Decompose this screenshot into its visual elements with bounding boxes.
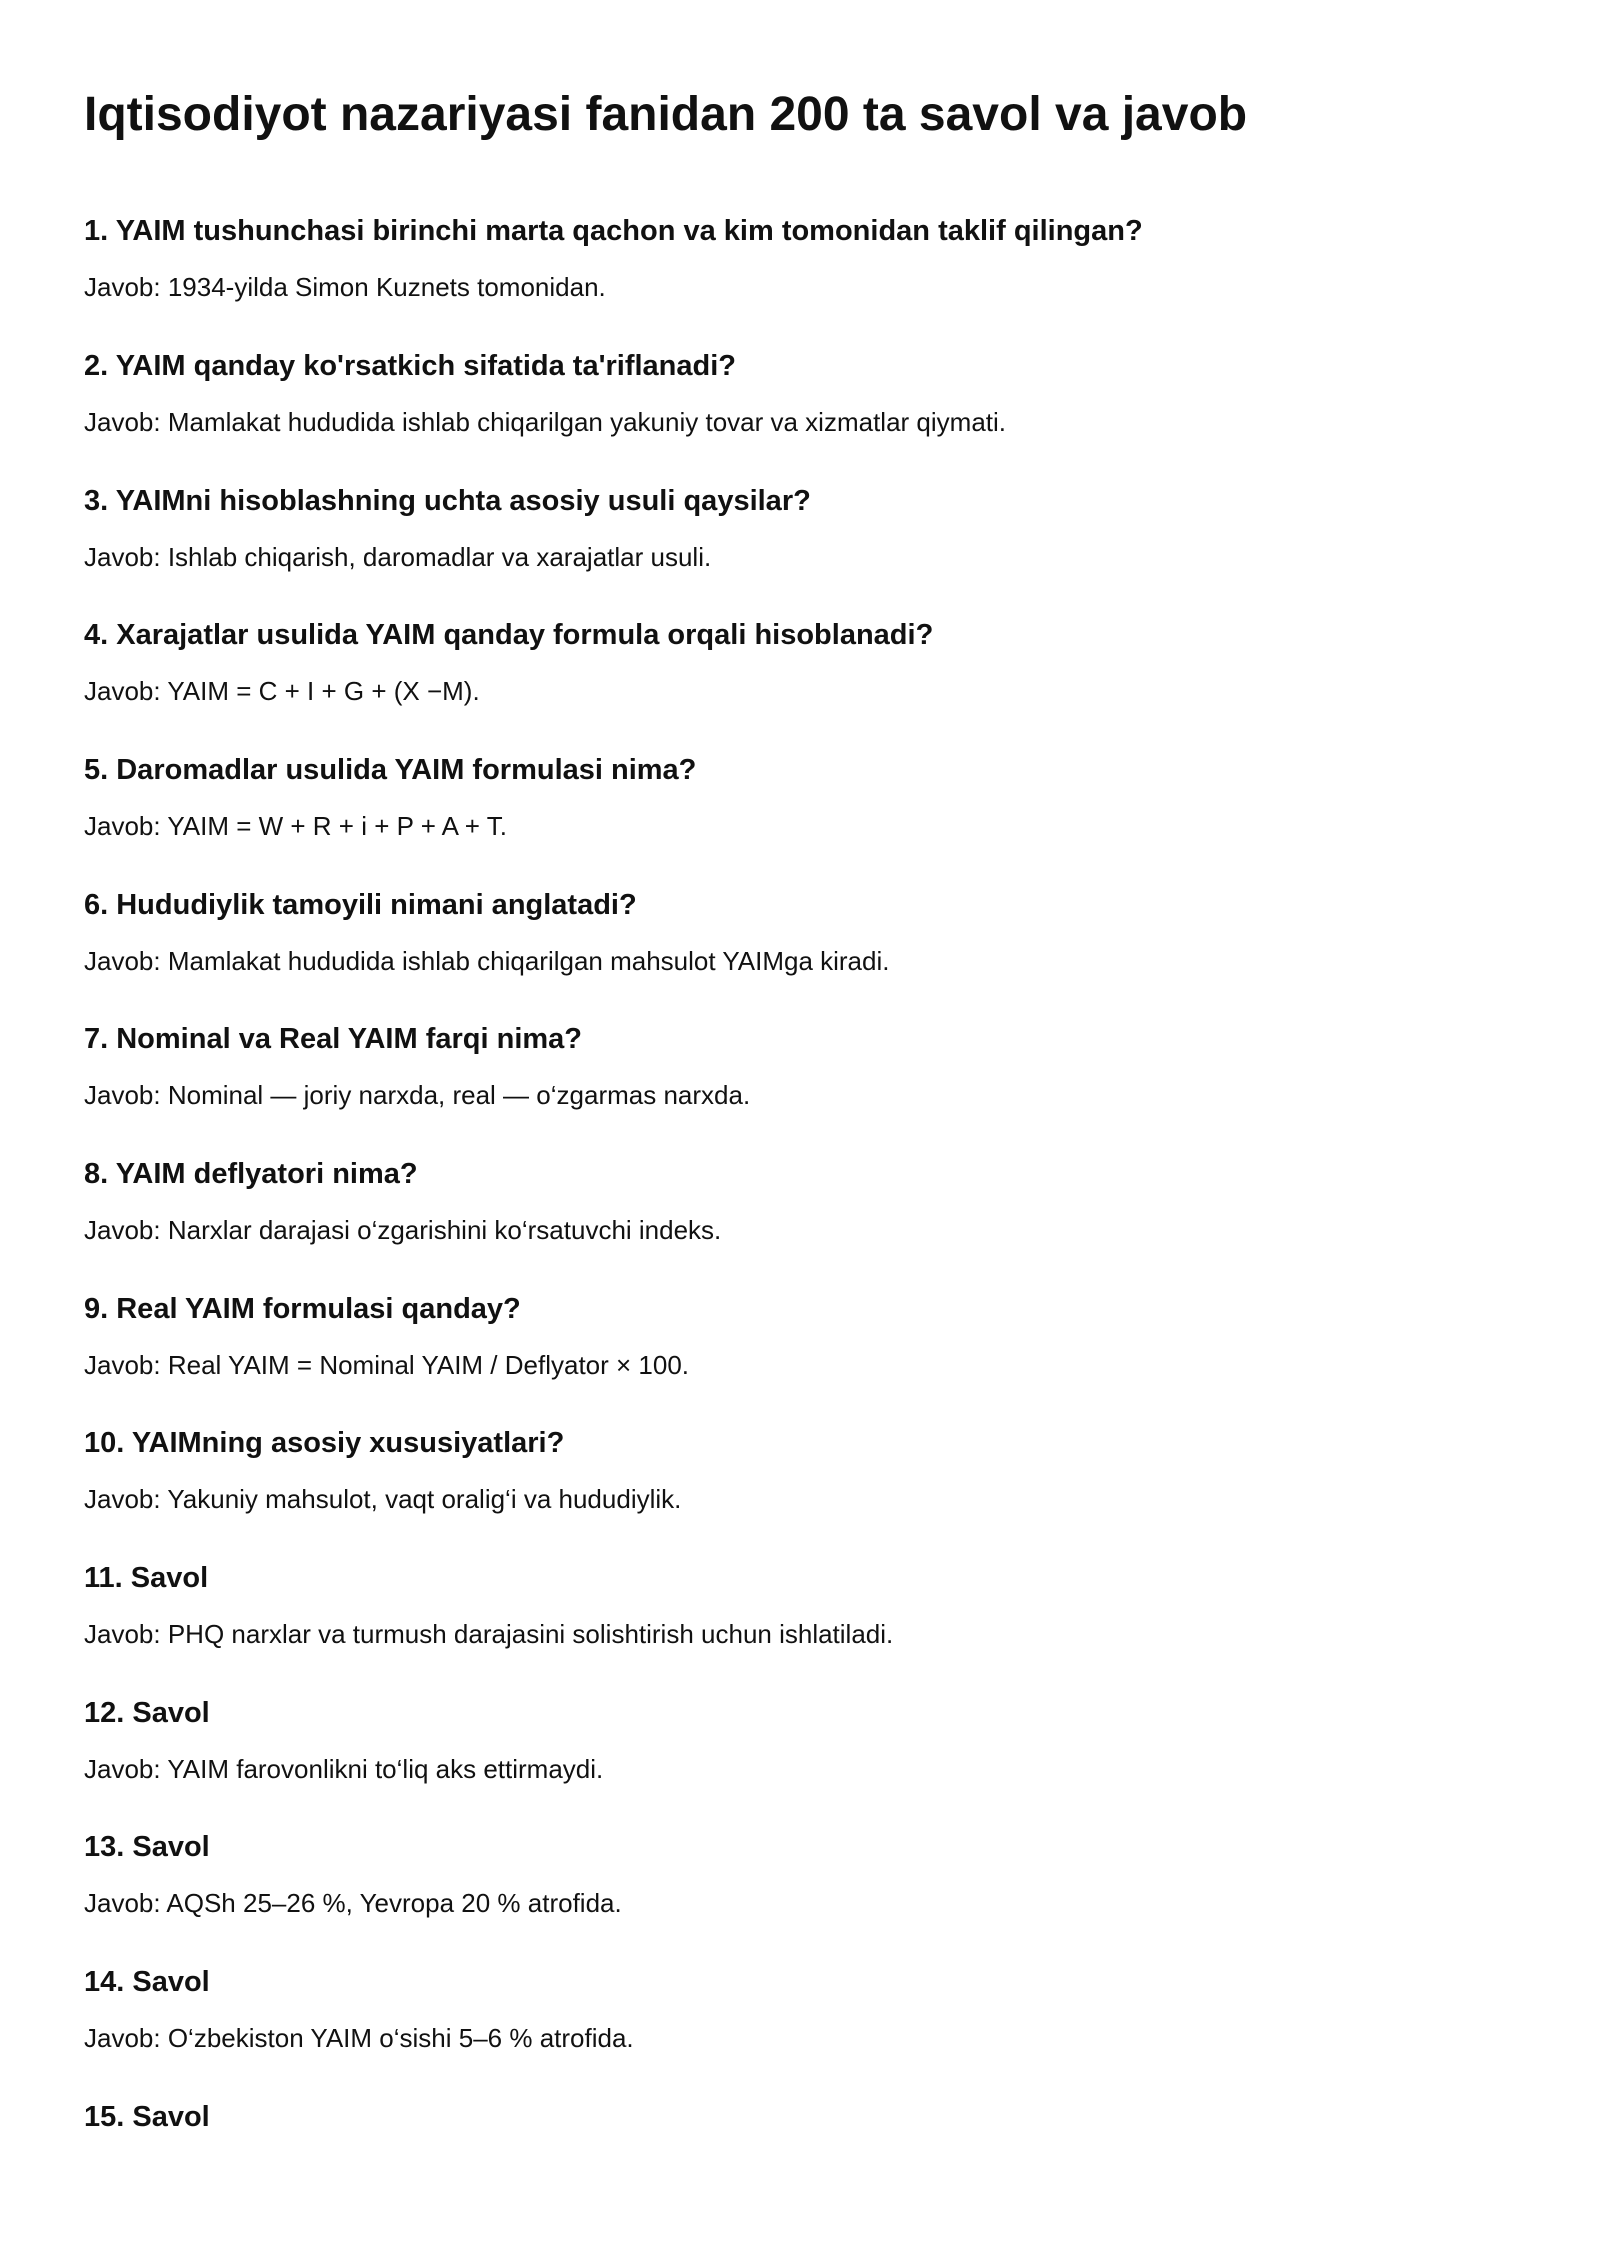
answer-text: Javob: 1934-yilda Simon Kuznets tomonidan. <box>84 272 606 302</box>
answer-text: Javob: Ishlab chiqarish, daromadlar va xarajatlar usuli. <box>84 542 712 572</box>
answer-text: Javob: Narxlar darajasi o‘zgarishini ko‘rsatuvchi indeks. <box>84 1215 722 1245</box>
answer-text: Javob: Mamlakat hududida ishlab chiqarilgan yakuniy tovar va xizmatlar qiymati. <box>84 407 1006 437</box>
question-text: 4. Xarajatlar usulida YAIM qanday formula orqali hisoblanadi? <box>84 619 934 651</box>
question-text: 1. YAIM tushunchasi birinchi marta qachon va kim tomonidan taklif qilingan? <box>84 215 1143 247</box>
question-text: 12. Savol <box>84 1697 210 1729</box>
question-text: 14. Savol <box>84 1966 210 1998</box>
question-text: 8. YAIM deflyatori nima? <box>84 1158 418 1190</box>
answer-text: Javob: YAIM farovonlikni to‘liq aks ettirmaydi. <box>84 1754 604 1784</box>
document-title: Iqtisodiyot nazariyasi fanidan 200 ta savol va javob <box>84 88 1248 141</box>
answer-text: Javob: YAIM = W + R + i + P + A + T. <box>84 811 507 841</box>
question-text: 9. Real YAIM formulasi qanday? <box>84 1293 521 1325</box>
answer-text: Javob: O‘zbekiston YAIM o‘sishi 5–6 % atrofida. <box>84 2023 634 2053</box>
answer-text: Javob: Nominal — joriy narxda, real — o‘zgarmas narxda. <box>84 1080 751 1110</box>
answer-text: Javob: YAIM = C + I + G + (X −M). <box>84 676 480 706</box>
question-text: 5. Daromadlar usulida YAIM formulasi nima? <box>84 754 697 786</box>
question-text: 15. Savol <box>84 2101 210 2133</box>
question-text: 2. YAIM qanday ko'rsatkich sifatida ta'riflanadi? <box>84 350 737 382</box>
question-text: 3. YAIMni hisoblashning uchta asosiy usuli qaysilar? <box>84 485 811 517</box>
question-text: 7. Nominal va Real YAIM farqi nima? <box>84 1023 582 1055</box>
question-text: 6. Hududiylik tamoyili nimani anglatadi? <box>84 889 637 921</box>
answer-text: Javob: AQSh 25–26 %, Yevropa 20 % atrofida. <box>84 1888 622 1918</box>
answer-text: Javob: Yakuniy mahsulot, vaqt oralig‘i va hududiylik. <box>84 1484 682 1514</box>
question-text: 13. Savol <box>84 1831 210 1863</box>
answer-text: Javob: PHQ narxlar va turmush darajasini solishtirish uchun ishlatiladi. <box>84 1619 894 1649</box>
question-text: 11. Savol <box>84 1562 209 1594</box>
answer-text: Javob: Mamlakat hududida ishlab chiqarilgan mahsulot YAIMga kiradi. <box>84 946 890 976</box>
answer-text: Javob: Real YAIM = Nominal YAIM / Deflyator × 100. <box>84 1350 690 1380</box>
question-text: 10. YAIMning asosiy xususiyatlari? <box>84 1427 565 1459</box>
